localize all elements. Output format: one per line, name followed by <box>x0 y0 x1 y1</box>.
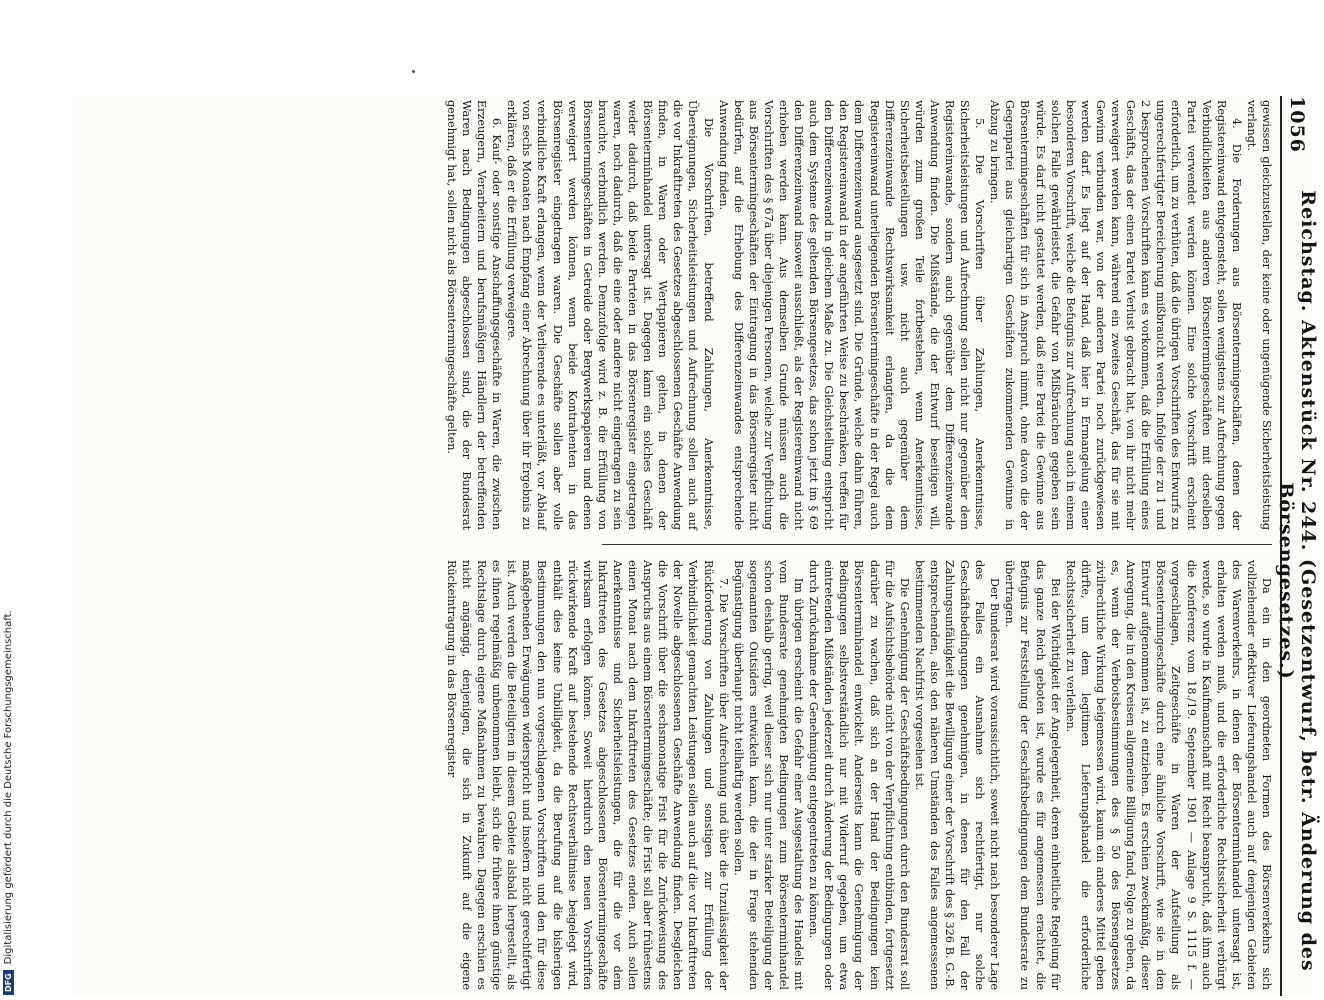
paragraph: Im übrigen erscheint die Gefahr einer Ausgestaltung des Handels mit vom Bundesrate genehmigten Bedingungen zum Börsenterminhandel schon deshalb gering, weil dieser sich nur unter starker Beteiligung der sogenannten Outsiders entwickeln kann, die der in Frage stehenden Begünstigung überhaupt nicht teilhaftig werden sollen. <box>731 560 806 990</box>
dfg-logo: DFG <box>3 970 14 995</box>
paragraph: Die Vorschriften, betreffend Zahlungen, Anerkenntnisse, Übereignungen, Sicherheitsleistungen und Aufrechnung sollen auch auf die vor Inkrafttreten des Gesetzes abgeschlossenen Geschäfte Anwendung finden, in Waren oder Wertpapieren gelten, in denen der Börsenterminhandel untersagt ist. Dagegen kann ein solches Geschäft weder dadurch, daß beide Parteien in das Börsenregister eingetragen waren, noch dadurch, daß die eine oder andere nicht eingetragen zu sein brauchte, verbindlich werden. Demzufolge wird z. B. die Erfüllung von Börsentermingeschäften in Getreide oder Bergwerkspapieren und denen verweigert werden können, wenn beide Kontrahenten in das Börsenregister eingetragen waren. Die Geschäfte sollen aber volle verbindliche Kraft erlangen, wenn der Verlierende es unterläßt, vor Ablauf von sechs Monaten nach Empfang einer Abrechnung über ihr Ergebnis zu erklären, daß er die Erfüllung verweigere. <box>505 100 715 530</box>
paragraph: gewissen gleichzustellen, der keine oder ungenügende Sicherheitsleistung verlangt. <box>1244 100 1273 530</box>
credit-text: Digitalisierung gefördert durch die Deutsche Forschungsgemeinschaft. <box>3 610 14 965</box>
right-column <box>444 560 1274 990</box>
document-page <box>72 96 1319 996</box>
digitization-credit <box>3 610 14 995</box>
paragraph: Der Bundesrat wird voraussichtlich, soweit nicht nach besonderer Lage des Falles ein Ausnahme sich rechtfertigt, nur solche Geschäftsbedingungen genehmigen, in denen für den Fall der Zahlungsunfähigkeit die Bewilligung einer der Vorschrift des § 326 B. G.-B. entsprechenden, also den näheren Umständen des Falles angemessenen bestimmenden Nachfrist vorgesehen ist. <box>912 560 1002 990</box>
page-title: Reichstag. Aktenstück Nr. 244. (Gesetzentwurf, betr. Änderung des Börsengesetzes.) <box>1275 190 1319 972</box>
paragraph: 6. Kauf- oder sonstige Anschaffungsgeschäfte in Waren, die zwischen Erzeugern, Verarbeitern und berufsmäßigen Händlern der betreffenden Waren nach Bedingungen abgeschlossen sind, die der Bundesrat genehmigt hat, sollen nicht als Börsentermingeschäfte gelten. <box>444 100 504 530</box>
paragraph: Die Genehmigung der Geschäftsbedingungen durch den Bundesrat soll für die Aufsichtsbehörde nicht von der Verpflichtung entbinden, fortgesetzt darüber zu wachen, daß sich an der Hand der Bedingungen kein Börsenterminhandel entwickelt. Anderseits kann die Genehmigung der Bedingungen selbstverständlich nur mit Widerruf gegeben, um etwa eintretenden Mißständen jederzeit durch Änderung der Bedingungen oder durch Zurücknahme der Genehmigung entgegentreten zu können. <box>807 560 911 990</box>
left-column <box>444 100 1274 530</box>
paragraph: 5. Die Vorschriften über Zahlungen, Anerkenntnisse, Sicherheitsleistungen und Aufrechnung sollen nicht nur gegenüber dem Registereinwande, sondern auch gegenüber dem Differenzeinwande Anwendung finden. Die Mißstände, die der Entwurf beseitigen will, würden zum großen Teile fortbestehen, wenn Anerkenntnisse, Sicherheitsbestellungen usw. nicht auch gegenüber dem Differenzeinwande Rechtswirksamkeit erlangten, da die dem Registereinwand unterliegenden Börsentermingeschäfte in der Regel auch dem Differenzeinwand ausgesetzt sind. Die Gründe, welche dahin führen, den Registereinwand in der angeführten Weise zu beschränken, treffen für den Differenzeinwand in gleichem Maße zu. Die Gleichstellung entspricht auch dem Systeme des geltenden Börsengesetzes, das schon jetzt im § 69 den Differenzeinwand insoweit ausschließt, als der Registereinwand nicht erhoben werden kann. Aus demselben Grunde müssen auch die Vorschriften des § 67a über diejenigen Personen, welche zur Verpflichtung aus Börsentermingeschäften der Eintragung in das Börsenregister nicht bedürfen, auf die Erhebung des Differenzeinwandes entsprechende Anwendung finden. <box>716 100 987 530</box>
paragraph: 4. Die Forderungen aus Börsentermingeschäften, denen der Registereinwand entgegensteht, sollen wenigstens zur Aufrechnung gegen Verbindlichkeiten aus anderen Börsentermingeschäften mit derselben Partei verwendet werden können. Eine solche Vorschrift erscheint erforderlich, um zu verhüten, daß die übrigen Vorschriften des Entwurfs zu ungerechtfertigter Bereicherung mißbraucht werden. Infolge der zu 1 und 2 besprochenen Vorschriften kann es vorkommen, daß die Erfüllung eines Geschäfts, das der einen Partei Verlust gebracht hat, von ihr nicht mehr verweigert werden kann, während ein zweites Geschäft, das für sie mit Gewinn verbunden war, von der anderen Partei noch zurückgewiesen werden darf. Es liegt auf der Hand, daß hier in Ermangelung einer besonderen Vorschrift, welche die Befugnis zur Aufrechnung auch in einem solchen Falle gewährleistet, die Gefahr von Mißbräuchen gegeben sein würde. Es darf nicht gestattet werden, daß eine Partei die Gewinne aus Börsentermingeschäften für sich in Anspruch nimmt, ohne davon die der Gegenpartei aus gleichartigen Geschäften zukommenden Gewinne in Abzug zu bringen. <box>988 100 1243 530</box>
column-divider <box>602 544 1272 545</box>
paragraph: Da ein in den geordneten Formen des Börsenverkehrs sich vollziehender effektiver Lieferungshandel auch auf denjenigen Gebieten des Warenverkehrs, in denen der Börsenterminhandel untersagt ist, erhalten werden muß, und die erforderliche Rechtssicherheit verbürgt werde, so wurde in Kaufmannschaft mit Recht beansprucht, daß ihm auch die Konferenz vom 18./19. September 1901 — Anlage 9 S. 1115 f. — vorgeschlagen, Zeitgeschäfte in Waren der Aufstellung als Börsentermingeschäfte durch eine ähnliche Vorschrift, wie sie in den Entwurf aufgenommen ist, zu entziehen. Es erschien zweckmäßig, dieser Anregung, die in den Kreisen allgemeine Billigung fand, Folge zu geben, da es, wenn der Verbotsbestimmungen des § 50 des Börsengesetzes zivilrechtliche Wirkung beigemessen wird, kaum ein anderes Mittel geben dürfte, um dem legitimen Lieferungshandel die erforderliche Rechtssicherheit zu verleihen. <box>1063 560 1273 991</box>
paragraph: Bei der Wichtigkeit der Angelegenheit, deren einheitliche Regelung für das ganze Reich geboten ist, wurde es für angemessen erachtet, die Befugnis zur Feststellung der Geschäftsbedingungen dem Bundesrate zu übertragen. <box>1003 560 1062 990</box>
page-number: 1056 <box>1286 96 1308 153</box>
scan-speck <box>412 70 415 73</box>
paragraph: 7. Die Vorschriften über Aufrechnung und über die Unzulässigkeit der Rückforderung von Zahlungen und sonstigen zur Erfüllung der Verbindlichkeit gemachten Leistungen sollen auch auf die vor Inkrafttreten der Novelle abgeschlossenen Geschäfte Anwendung finden. Desgleichen die Vorschrift über die sechsmonatige Frist für die Zurückweisung des Anspruchs aus einem Börsentermingeschäfte; die Frist soll aber frühestens einen Monat nach dem Inkrafttreten des Gesetzes enden. Auch sollen Anerkenntnisse und Sicherheitsleistungen, die für die vor dem Inkrafttreten des Gesetzes abgeschlossenen Börsentermingeschäfte wirksam erfolgen können. Soweit hierdurch den neuen Vorschriften rückwirkende Kraft auf bestehende Rechtsverhältnisse beigelegt wird, enthält dies keine Unbilligkeit, da die Berufung auf die bisherigen Bestimmungen den nun vorgeschlagenen Vorschriften und den für diese maßgebenden Erwägungen widerspricht und insofern nicht gerechtfertigt ist. Auch werden die Beteiligten in diesem Gebiete alsbald hergestellt, als es ihnen regelmäßig unbenommen bleibt, sich die frühere ihnen günstige Rechtslage durch eigene Maßnahmen zu bewahren. Dagegen erschien es nicht angängig, denjenigen, die sich in Zukunft auf die eigene Rückeintragung in das Börsenregister <box>444 560 730 990</box>
page-header <box>1275 96 1319 996</box>
